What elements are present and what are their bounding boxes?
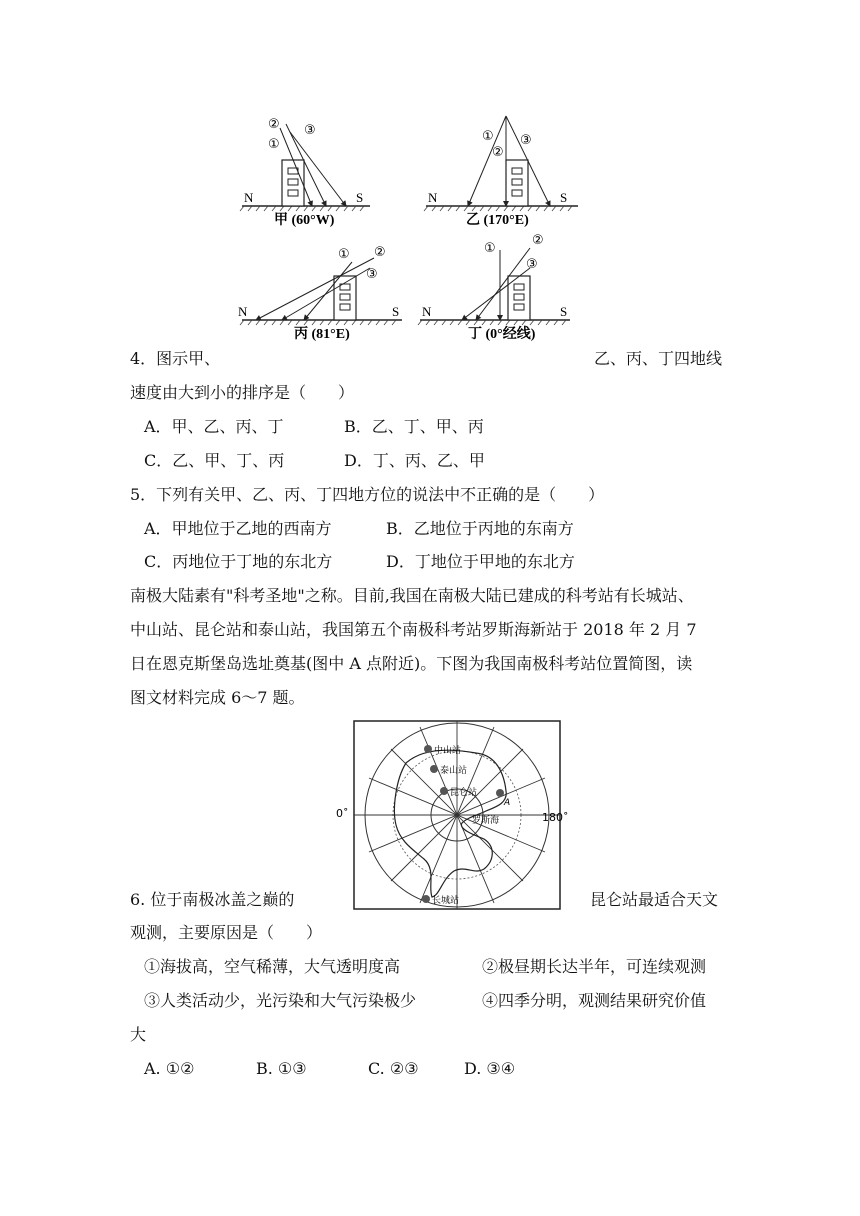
station-kunlun: 昆仑站: [450, 788, 478, 798]
north-label: N: [428, 190, 438, 205]
label-jia: 甲 (60°W): [274, 213, 335, 228]
station-zhongshan: 中山站: [434, 746, 462, 756]
ray-label-3: ③: [520, 133, 532, 148]
q4-stem-line2: 速度由大到小的排序是（ ）: [130, 383, 355, 402]
north-label: N: [238, 304, 248, 319]
q6-reason-3: ③人类活动少，光污染和大气污染极少: [144, 991, 417, 1010]
label-ding: 丁 (0°经线): [468, 327, 536, 342]
diagram-jia: [240, 117, 370, 228]
q5-option-c[interactable]: C．丙地位于丁地的东北方: [144, 552, 333, 571]
ray-label-2: ②: [532, 233, 544, 248]
building-icon: [506, 160, 528, 206]
ray-label-2: ②: [374, 245, 386, 260]
ray-label-1: ①: [268, 137, 280, 152]
q6-reason-4: ④四季分明，观测结果研究价值: [482, 991, 707, 1010]
q6-stem-line2: 观测，主要原因是（ ）: [130, 923, 323, 942]
sun-angle-figure: [230, 110, 580, 350]
q6-option-a[interactable]: A. ①②: [144, 1059, 195, 1078]
lon-0-label: 0˚: [336, 807, 349, 820]
q5-option-d[interactable]: D．丁地位于甲地的东北方: [386, 552, 575, 571]
ray-label-1: ①: [482, 129, 494, 144]
q6-reason-2: ②极昼期长达半年，可连续观测: [482, 957, 707, 976]
q6-stem-right: 昆仑站最适合天文: [590, 890, 719, 909]
antarctica-map: [336, 719, 572, 913]
q5-option-b[interactable]: B．乙地位于丙地的东南方: [386, 519, 574, 538]
label-bing: 丙 (81°E): [294, 327, 350, 342]
lon-180-label: 180˚: [542, 811, 569, 824]
q4-option-b[interactable]: B．乙、丁、甲、丙: [344, 417, 484, 436]
building-icon: [282, 160, 304, 206]
q6-reason-1: ①海拔高，空气稀薄，大气透明度高: [144, 957, 401, 976]
intro-line-2: 中山站、昆仑站和泰山站，我国第五个南极科考站罗斯海新站于 2018 年 2 月 7: [130, 620, 697, 639]
q5-stem: 5．下列有关甲、乙、丙、丁四地方位的说法中不正确的是（ ）: [130, 485, 605, 504]
south-label: S: [392, 304, 400, 319]
q4-option-c[interactable]: C．乙、甲、丁、丙: [144, 451, 285, 470]
q4-option-d[interactable]: D．丁、丙、乙、甲: [344, 451, 485, 470]
ray-label-3: ③: [366, 267, 378, 282]
intro-line-4: 图文材料完成 6～7 题。: [130, 688, 305, 707]
south-label: S: [356, 190, 364, 205]
ray-label-3: ③: [304, 123, 316, 138]
intro-line-1: 南极大陆素有"科考圣地"之称。目前,我国在南极大陆已建成的科考站有长城站、: [130, 586, 694, 605]
ray-label-2: ②: [492, 145, 504, 160]
q6-option-c[interactable]: C. ②③: [368, 1059, 419, 1078]
q4-stem-left: 4．图示甲、: [130, 349, 221, 368]
north-label: N: [422, 304, 432, 319]
diagram-bing: [238, 245, 402, 342]
ray-label-3: ③: [526, 257, 538, 272]
q4-option-a[interactable]: A．甲、乙、丙、丁: [144, 417, 284, 436]
q4-stem-right: 乙、丙、丁四地线: [594, 349, 723, 368]
station-changcheng: 长城站: [432, 896, 460, 906]
south-label: S: [560, 304, 568, 319]
intro-line-3: 日在恩克斯堡岛选址奠基(图中 A 点附近)。下图为我国南极科考站位置简图，读: [130, 654, 693, 673]
q6-stem-left: 6. 位于南极冰盖之巅的: [130, 890, 295, 909]
diagram-ding: [418, 233, 570, 342]
ray-label-1: ①: [484, 241, 496, 256]
label-yi: 乙 (170°E): [466, 213, 529, 228]
south-label: S: [560, 190, 568, 205]
q6-reason-wrap: 大: [130, 1025, 147, 1044]
north-label: N: [244, 190, 254, 205]
q6-option-d[interactable]: D. ③④: [464, 1059, 516, 1078]
ross-sea-label: 罗斯海: [472, 816, 500, 826]
point-a: A: [504, 798, 511, 808]
q6-option-b[interactable]: B. ①③: [256, 1059, 307, 1078]
ray-label-1: ①: [338, 247, 350, 262]
q5-option-a[interactable]: A．甲地位于乙地的西南方: [144, 519, 332, 538]
diagram-yi: [424, 116, 578, 228]
station-taishan: 泰山站: [440, 766, 468, 776]
ray-label-2: ②: [268, 117, 280, 132]
